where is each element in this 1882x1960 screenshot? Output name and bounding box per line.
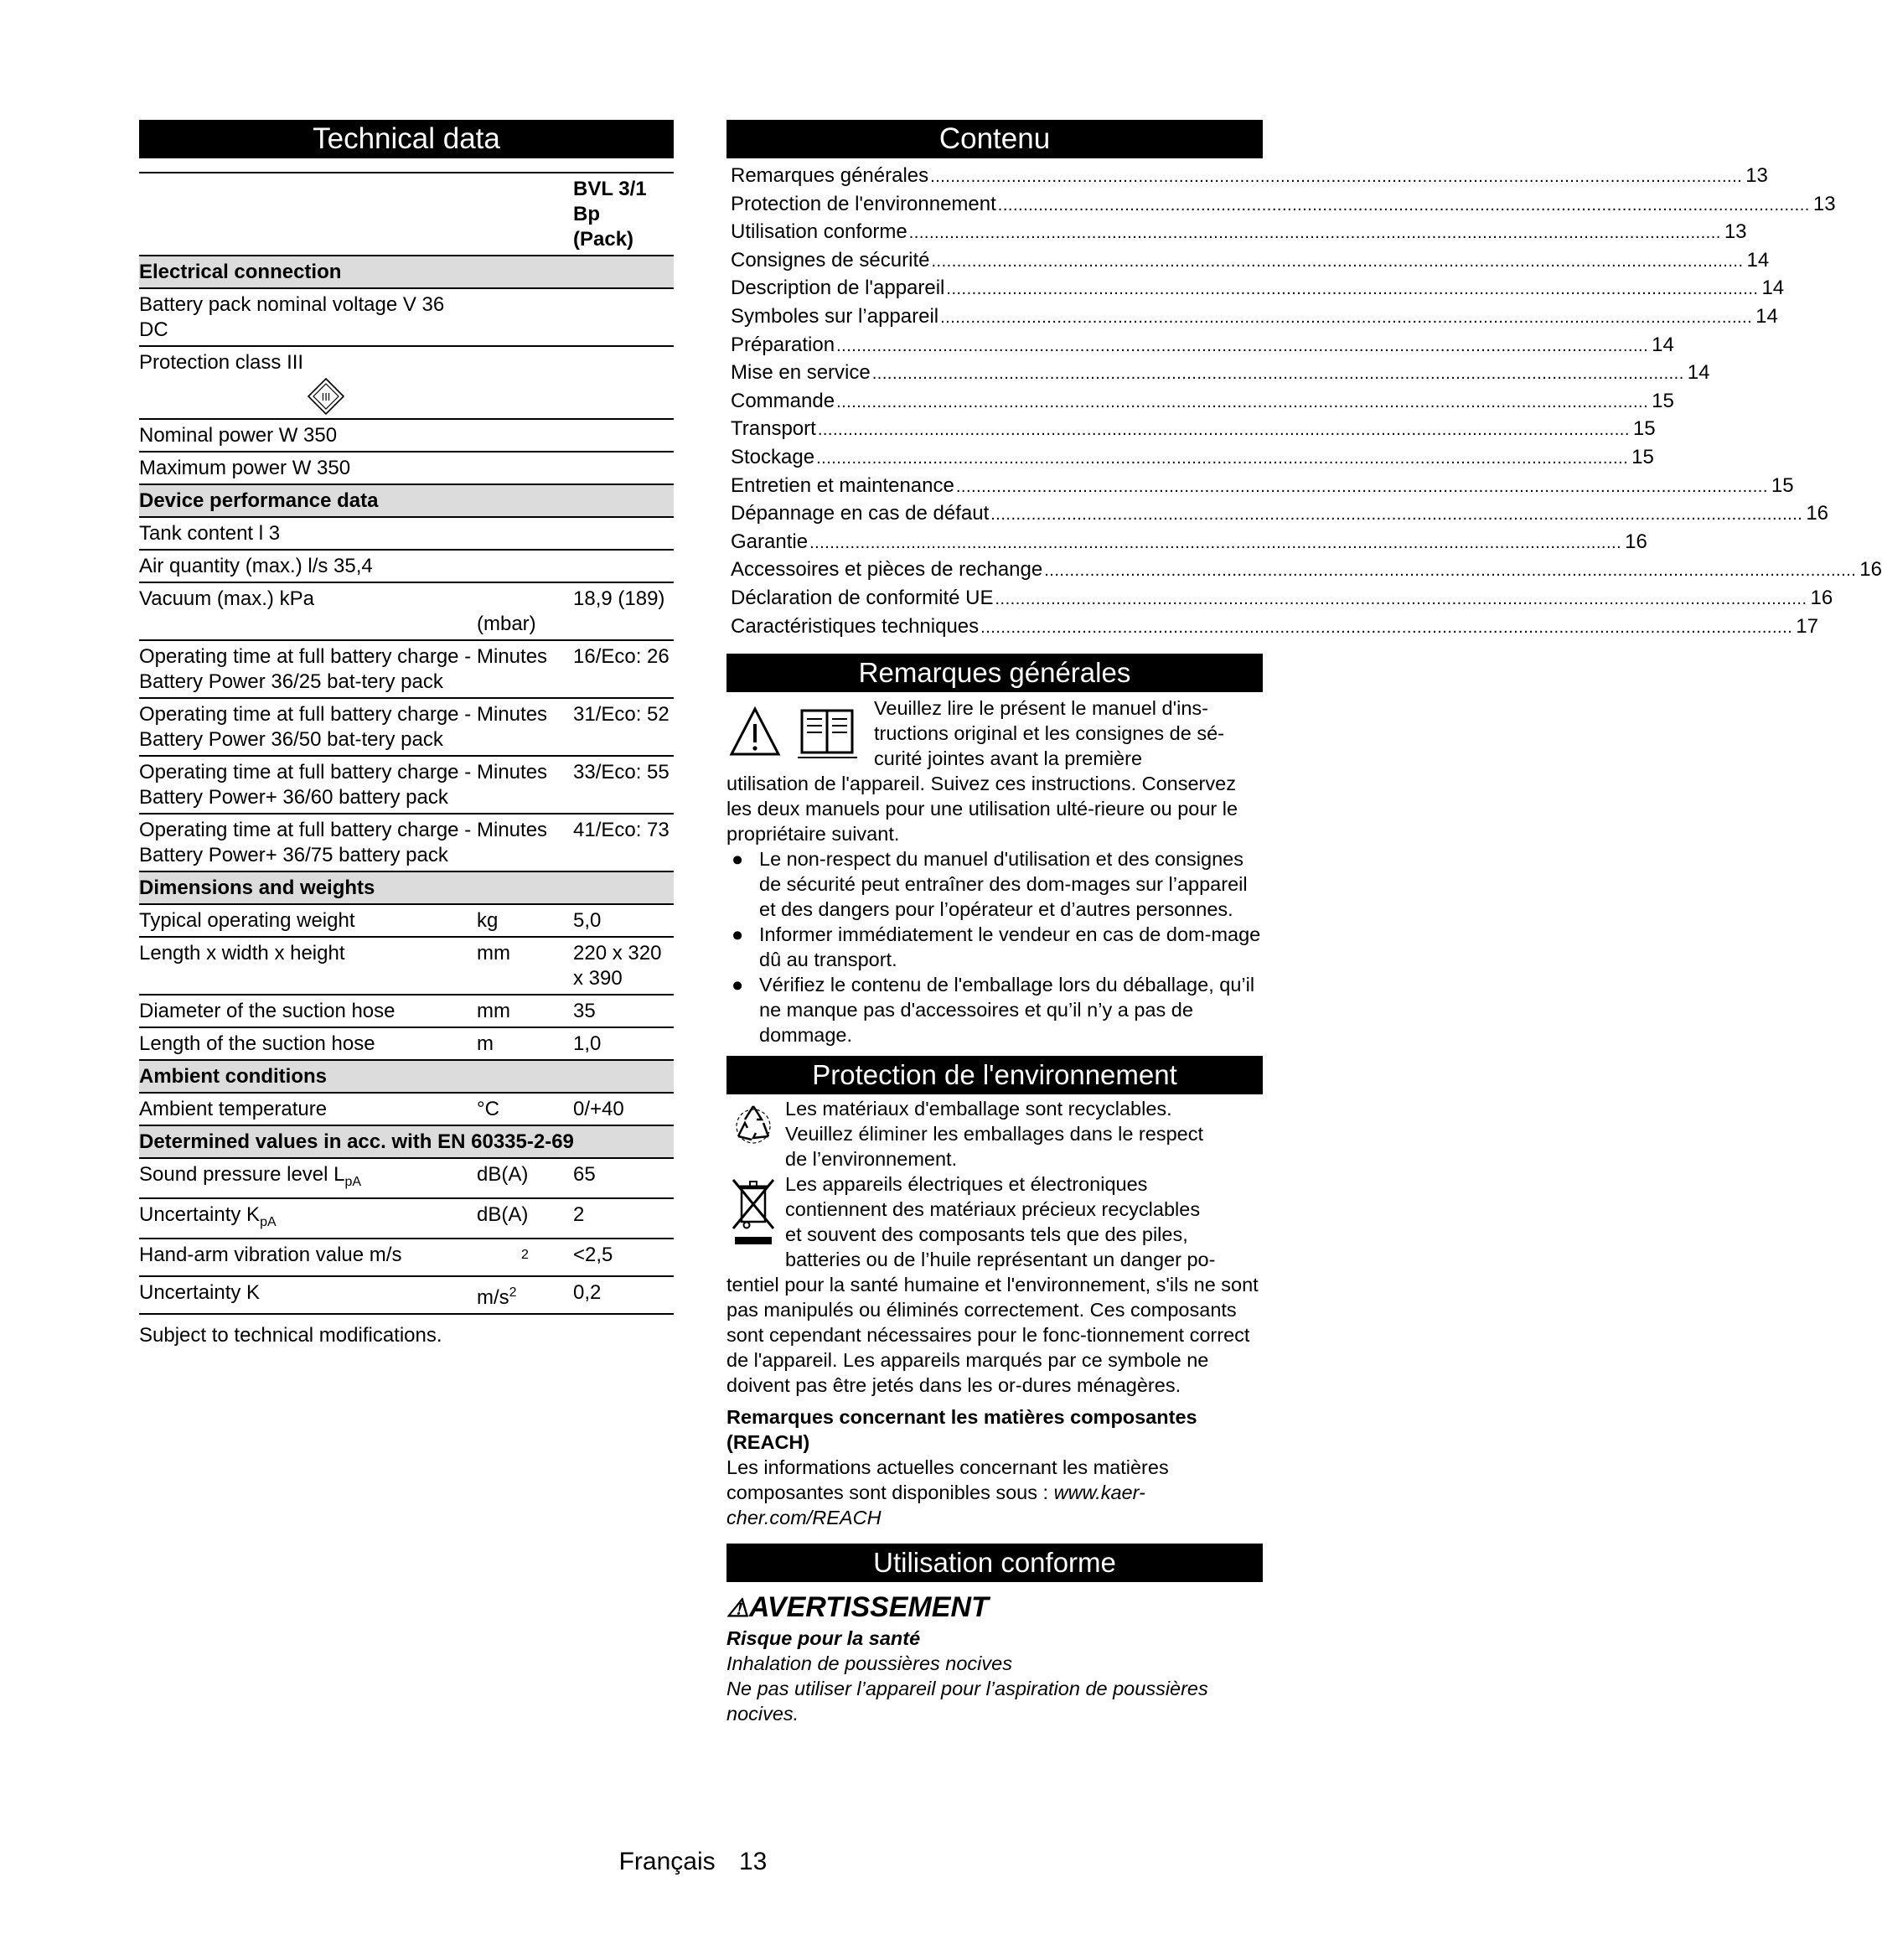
- row-unit: °C: [477, 1093, 573, 1125]
- warning-triangle-icon: ⚠: [726, 1595, 749, 1623]
- model-name: BVL 3/1 Bp (Pack): [573, 173, 674, 256]
- row-value: 16/Eco: 26: [573, 640, 674, 698]
- weee-rest: tentiel pour la santé humaine et l'environnement, s'ils ne sont pas manipulés ou éliminés correctement. Ces composants sont cependant nécessaires pour le fonc-tionnement correct de l'appareil. Les appareils marqués par ce symbole ne doivent pas être jetés dans les or-dures ménagères.: [726, 1274, 1259, 1397]
- list-item: ● Le non-respect du manuel d'utilisation et des consignes de sécurité peut entraîner des dom-mages sur l’appareil et des dangers pour l’opérateur et d’autres personnes.: [732, 848, 1248, 921]
- row-unit: [477, 550, 573, 582]
- toc-leader-dots: ................................................................................................................................................................: [930, 168, 1743, 186]
- row-label: Operating time at full battery charge - Battery Power 36/25 bat-tery pack: [139, 640, 477, 698]
- page-footer: [0, 1846, 1386, 1878]
- technical-data-column: [139, 120, 674, 1348]
- warning-title: ⚠AVERTISSEMENT: [726, 1591, 989, 1624]
- footer-language: Français: [618, 1848, 716, 1875]
- toc-item-page: 13: [1745, 164, 1768, 187]
- toc-item[interactable]: [726, 276, 1785, 304]
- weee-line-4: batteries ou de l’huile représentant un danger po-: [785, 1249, 1216, 1271]
- toc-item-page: 16: [1859, 558, 1882, 582]
- toc-item-title: Préparation: [731, 333, 835, 356]
- risk-line-1: Inhalation de poussières nocives: [726, 1652, 1012, 1675]
- toc-item-title: Accessoires et pièces de rechange: [731, 558, 1043, 582]
- toc-item[interactable]: [726, 614, 1818, 643]
- section-label: Dimensions and weights: [139, 871, 674, 904]
- toc-item-page: 16: [1810, 586, 1833, 609]
- toc-leader-dots: ................................................................................................................................................................: [990, 505, 1803, 525]
- toc-item[interactable]: [726, 333, 1674, 361]
- row-unit: Minutes: [477, 698, 573, 756]
- protection-class-iii-icon: [307, 377, 345, 416]
- table-row: [139, 582, 674, 640]
- toc-item-page: 13: [1724, 220, 1747, 244]
- warning-manual-icon: [726, 702, 869, 761]
- toc-item[interactable]: [726, 220, 1747, 248]
- toc-item-title: Caractéristiques techniques: [731, 614, 980, 638]
- svg-text:III: III: [321, 390, 331, 403]
- content-column: [726, 120, 1882, 1726]
- risk-title: Risque pour la santé: [726, 1627, 921, 1650]
- toc-leader-dots: ................................................................................................................................................................: [1044, 561, 1857, 581]
- row-unit: Minutes: [477, 756, 573, 814]
- row-unit: $m/s^2$: [477, 1276, 573, 1314]
- row-value: 41/Eco: 73: [573, 814, 674, 871]
- row-value: [573, 452, 674, 484]
- row-value: 5,0: [573, 904, 674, 937]
- recycle-icon: [730, 1101, 777, 1148]
- row-unit: [477, 452, 573, 484]
- table-of-contents: [726, 163, 1882, 642]
- remarques-heading: Remarques générales: [726, 654, 1263, 692]
- section-row: [139, 256, 674, 288]
- table-row: [139, 288, 674, 346]
- table-row: [139, 517, 674, 550]
- toc-leader-dots: ................................................................................................................................................................: [940, 308, 1753, 327]
- weee-line-2: contiennent des matériaux précieux recyclables: [785, 1198, 1201, 1221]
- table-row: [139, 1276, 674, 1314]
- row-label: Protection class III III: [139, 346, 477, 419]
- utilisation-heading: Utilisation conforme: [726, 1544, 1263, 1582]
- row-value: [573, 288, 674, 346]
- row-unit: [477, 346, 573, 419]
- toc-item[interactable]: [726, 304, 1778, 333]
- table-row: [139, 937, 674, 995]
- row-value: 2: [573, 1198, 674, 1239]
- row-label: Length of the suction hose: [139, 1027, 477, 1060]
- weee-block: [726, 1171, 1263, 1398]
- risk-line-2: Ne pas utiliser l’appareil pour l’aspiration de poussières nocives.: [726, 1678, 1208, 1725]
- toc-item-title: Description de l'appareil: [731, 277, 945, 300]
- row-unit: Minutes: [477, 640, 573, 698]
- contenu-heading: Contenu: [726, 120, 1263, 158]
- technical-data-table: [139, 172, 674, 1315]
- toc-item[interactable]: [726, 360, 1710, 389]
- toc-item-title: Consignes de sécurité: [731, 248, 930, 272]
- table-row: [139, 995, 674, 1027]
- toc-item-title: Dépannage en cas de défaut: [731, 502, 990, 525]
- row-label: Uncertainty K: [139, 1276, 477, 1314]
- list-item: ● Informer immédiatement le vendeur en cas de dom-mage dû au transport.: [732, 923, 1261, 971]
- toc-item[interactable]: [726, 445, 1654, 473]
- toc-leader-dots: ................................................................................................................................................................: [817, 421, 1630, 440]
- row-unit: 2: [477, 1239, 573, 1276]
- technical-footnote: Subject to technical modifications.: [139, 1323, 442, 1347]
- remarques-intro-rest: utilisation de l'appareil. Suivez ces instructions. Conservez les deux manuels pour une utilisation ulté-rieure ou pour le propriétaire suivant.: [726, 773, 1238, 846]
- row-value: 33/Eco: 55: [573, 756, 674, 814]
- row-unit: dB(A): [477, 1198, 573, 1239]
- row-unit: [477, 419, 573, 452]
- weee-line-1: Les appareils électriques et électroniques: [785, 1173, 1148, 1196]
- toc-item-page: 14: [1761, 277, 1785, 300]
- toc-item-page: 15: [1771, 473, 1794, 497]
- section-label: Ambient conditions: [139, 1060, 674, 1093]
- table-row: [139, 698, 674, 756]
- toc-item-page: 14: [1687, 361, 1710, 385]
- toc-item-page: 14: [1746, 248, 1770, 272]
- toc-item-page: 14: [1755, 304, 1778, 328]
- row-unit: Minutes: [477, 814, 573, 871]
- recycle-line-3: de l’environnement.: [785, 1148, 958, 1171]
- table-row: [139, 1027, 674, 1060]
- remarques-intro-line-1: Veuillez lire le présent le manuel d'ins-: [874, 697, 1208, 720]
- row-label: Air quantity (max.) l/s 35,4: [139, 550, 477, 582]
- toc-item-page: 16: [1625, 530, 1647, 553]
- toc-item-title: Stockage: [731, 445, 815, 468]
- table-row: [139, 346, 674, 419]
- toc-item[interactable]: [726, 192, 1836, 220]
- page-number: 13: [739, 1848, 768, 1875]
- table-row: [139, 452, 674, 484]
- reach-text: Les informations actuelles concernant les matières composantes sont disponibles sous : www.kaer-cher.com/REACH: [726, 1456, 1169, 1529]
- toc-item[interactable]: [726, 530, 1647, 558]
- toc-item-title: Symboles sur l’appareil: [731, 304, 939, 328]
- toc-item-title: Garantie: [731, 530, 809, 553]
- toc-leader-dots: ................................................................................................................................................................: [836, 336, 1649, 355]
- table-row: [139, 550, 674, 582]
- row-label: Tank content l 3: [139, 517, 477, 550]
- toc-leader-dots: ................................................................................................................................................................: [995, 589, 1807, 608]
- row-label: Ambient temperature: [139, 1093, 477, 1125]
- toc-item-page: 15: [1632, 417, 1656, 441]
- toc-leader-dots: ................................................................................................................................................................: [816, 448, 1629, 468]
- row-unit: dB(A): [477, 1158, 573, 1198]
- toc-leader-dots: ................................................................................................................................................................: [908, 224, 1721, 243]
- toc-item[interactable]: [726, 248, 1770, 277]
- reach-title: Remarques concernant les matières composantes (REACH): [726, 1406, 1197, 1454]
- row-label: Diameter of the suction hose: [139, 995, 477, 1027]
- section-label: Electrical connection: [139, 256, 674, 288]
- row-unit: [477, 288, 573, 346]
- toc-item-title: Utilisation conforme: [731, 220, 907, 244]
- row-value: 31/Eco: 52: [573, 698, 674, 756]
- table-row: [139, 1198, 674, 1239]
- toc-item-title: Commande: [731, 389, 835, 412]
- toc-leader-dots: ................................................................................................................................................................: [809, 533, 1622, 552]
- row-unit: m: [477, 1027, 573, 1060]
- toc-leader-dots: ................................................................................................................................................................: [946, 280, 1759, 299]
- row-value: [573, 419, 674, 452]
- table-row: [139, 1158, 674, 1198]
- toc-leader-dots: ................................................................................................................................................................: [871, 365, 1684, 384]
- environnement-heading: Protection de l'environnement: [726, 1056, 1263, 1094]
- row-value: 65: [573, 1158, 674, 1198]
- weee-line-3: et souvent des composants tels que des piles,: [785, 1223, 1188, 1246]
- row-value: [573, 346, 674, 419]
- row-unit: mm: [477, 995, 573, 1027]
- remarques-bullets: [726, 846, 1263, 1047]
- recycle-line-1: Les matériaux d'emballage sont recyclables.: [785, 1098, 1172, 1120]
- toc-item-page: 13: [1812, 192, 1836, 215]
- list-item: ● Vérifiez le contenu de l'emballage lors du déballage, qu’il ne manque pas d'accessoires et qu’il n’y a pas de dommage.: [732, 974, 1255, 1047]
- crossed-bin-icon: [730, 1175, 777, 1247]
- toc-item-page: 15: [1652, 389, 1674, 412]
- row-unit: [477, 517, 573, 550]
- section-row: [139, 1060, 674, 1093]
- table-row: [139, 1239, 674, 1276]
- toc-item[interactable]: [726, 473, 1794, 502]
- technical-data-heading: Technical data: [139, 120, 674, 158]
- row-label: Operating time at full battery charge - Battery Power+ 36/60 battery pack: [139, 756, 477, 814]
- row-value: 0/+40: [573, 1093, 674, 1125]
- row-value: 35: [573, 995, 674, 1027]
- row-label: Vacuum (max.) kPa: [139, 582, 477, 640]
- row-label: Maximum power W 350: [139, 452, 477, 484]
- row-value: [573, 517, 674, 550]
- toc-item[interactable]: [726, 389, 1674, 417]
- row-label: Battery pack nominal voltage V 36 DC: [139, 288, 477, 346]
- row-label: Operating time at full battery charge - Battery Power+ 36/75 battery pack: [139, 814, 477, 871]
- toc-item-title: Remarques générales: [731, 164, 929, 187]
- section-row: [139, 1125, 674, 1158]
- toc-item[interactable]: [726, 557, 1882, 586]
- recycle-block: [726, 1096, 1263, 1171]
- row-value: <2,5: [573, 1239, 674, 1276]
- toc-leader-dots: ................................................................................................................................................................: [997, 195, 1810, 215]
- toc-item-page: 14: [1652, 333, 1674, 356]
- table-row: [139, 756, 674, 814]
- toc-item-title: Mise en service: [731, 361, 871, 385]
- section-row: [139, 871, 674, 904]
- toc-item-page: 17: [1796, 614, 1818, 638]
- remarques-intro-line-3: curité jointes avant la première: [874, 747, 1143, 770]
- row-unit: (mbar): [477, 582, 573, 640]
- table-row: [139, 1093, 674, 1125]
- row-value: [573, 550, 674, 582]
- row-label: Hand-arm vibration value m/s: [139, 1239, 477, 1276]
- row-value: 18,9 (189): [573, 582, 674, 640]
- toc-item-title: Déclaration de conformité UE: [731, 586, 994, 609]
- remarques-intro: [726, 696, 1263, 846]
- toc-item-page: 16: [1806, 502, 1829, 525]
- toc-item[interactable]: [726, 501, 1829, 530]
- row-label: Nominal power W 350: [139, 419, 477, 452]
- row-label: Typical operating weight: [139, 904, 477, 937]
- remarques-intro-line-2: tructions original et les consignes de sé-: [874, 722, 1224, 745]
- toc-item[interactable]: [726, 586, 1833, 614]
- section-label: Determined values in acc. with EN 60335-2-69: [139, 1125, 674, 1158]
- table-header-row: [139, 173, 674, 256]
- toc-item[interactable]: [726, 163, 1768, 192]
- row-label: Sound pressure level $L_{pA}$: [139, 1158, 477, 1198]
- table-row: [139, 640, 674, 698]
- row-label: Uncertainty $K_{pA}$: [139, 1198, 477, 1239]
- toc-leader-dots: ................................................................................................................................................................: [836, 392, 1649, 411]
- row-value: 220 x 320 x 390: [573, 937, 674, 995]
- section-row: [139, 484, 674, 517]
- row-unit: mm: [477, 937, 573, 995]
- row-value: 0,2: [573, 1276, 674, 1314]
- table-row: [139, 904, 674, 937]
- toc-item-title: Protection de l'environnement: [731, 192, 996, 215]
- toc-leader-dots: ................................................................................................................................................................: [980, 618, 1793, 637]
- table-row: [139, 419, 674, 452]
- toc-item-page: 15: [1631, 445, 1654, 468]
- table-row: [139, 814, 674, 871]
- toc-leader-dots: ................................................................................................................................................................: [931, 251, 1744, 271]
- recycle-line-2: Veuillez éliminer les emballages dans le respect: [785, 1123, 1203, 1145]
- toc-leader-dots: ................................................................................................................................................................: [955, 477, 1768, 496]
- row-unit: kg: [477, 904, 573, 937]
- row-label: Length x width x height: [139, 937, 477, 995]
- toc-item-title: Transport: [731, 417, 816, 441]
- reach-link[interactable]: www.kaer-cher.com/REACH: [726, 1482, 1145, 1529]
- section-label: Device performance data: [139, 484, 674, 517]
- toc-item-title: Entretien et maintenance: [731, 473, 954, 497]
- row-value: 1,0: [573, 1027, 674, 1060]
- toc-item[interactable]: [726, 416, 1656, 445]
- row-label: Operating time at full battery charge - Battery Power 36/50 bat-tery pack: [139, 698, 477, 756]
